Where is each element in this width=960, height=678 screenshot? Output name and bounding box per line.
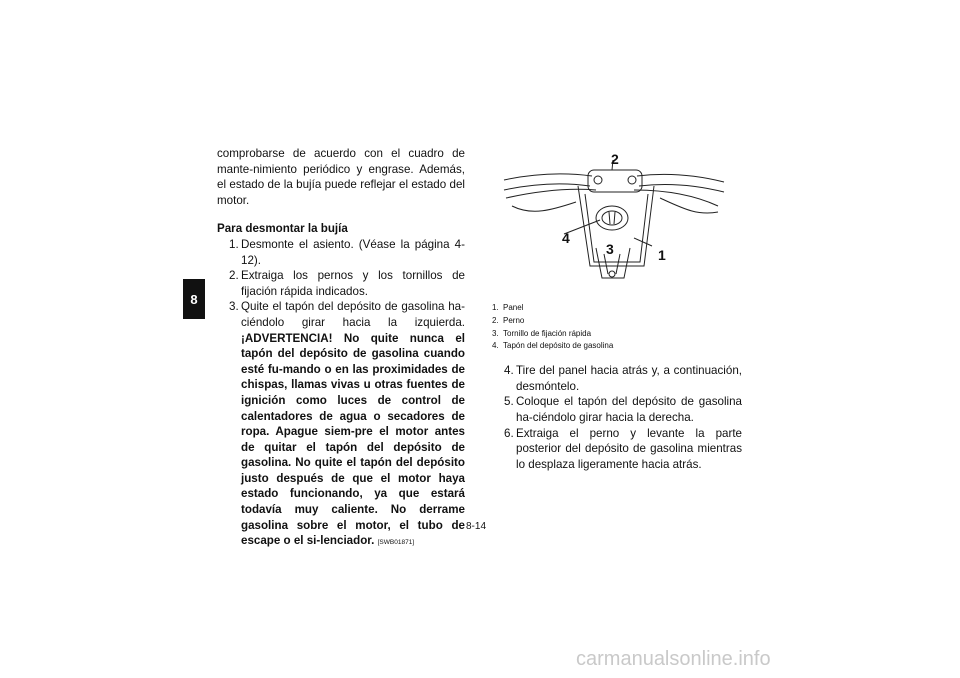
step-item (492, 426, 742, 473)
steps-list-left (217, 237, 465, 551)
step-text: Extraiga el perno y levante la parte posterior del depósito de gasolina mientras lo desplaza ligeramente hacia atrás. (516, 426, 742, 471)
step-item (492, 363, 742, 394)
legend-number: 2. (492, 315, 499, 325)
step-number: 6. (504, 426, 514, 440)
callout-3: 3 (606, 241, 614, 257)
legend-text: Perno (503, 315, 525, 325)
step-text: Desmonte el asiento. (Véase la página 4-12). (241, 237, 465, 267)
legend-item (492, 302, 742, 315)
step-text: Quite el tapón del depósito de gasolina ha-ciéndolo girar hacia la izquierda. (241, 300, 465, 329)
right-column (492, 146, 742, 472)
legend-item (492, 315, 742, 328)
legend-text: Tornillo de fijación rápida (503, 328, 592, 338)
fuel-tank-figure (492, 146, 742, 296)
legend-number: 1. (492, 303, 499, 312)
figure-legend (492, 302, 742, 353)
left-column (217, 146, 465, 551)
step-item (217, 237, 465, 268)
step-item (492, 394, 742, 425)
step-number: 4. (504, 364, 514, 378)
step-number: 2. (229, 269, 239, 283)
callout-1: 1 (658, 247, 666, 263)
step-text: Extraiga los pernos y los tornillos de fijación rápida indicados. (241, 269, 465, 298)
step-number: 1. (229, 237, 239, 251)
watermark: carmanualsonline.info (576, 648, 771, 670)
legend-number: 4. (492, 341, 499, 351)
callout-4: 4 (562, 230, 570, 246)
step-item (217, 299, 465, 551)
step-text: Tire del panel hacia atrás y, a continuación, desmóntelo. (516, 364, 742, 393)
warning-text: ¡ADVERTENCIA! No quite nunca el tapón del depósito de gasolina cuando esté fu-mando o en las proximidades de chispas, llamas vivas u otras fuentes de ignición como luces de control de calentadores de agua o secadores de ropa. Apague siem-pre el motor antes de quitar el tapón del depósito de gasolina. No quite el tapón del depósito justo después de que el motor haya estado funcionando, ya que estará todavía muy caliente. No derrame gasolina sobre el motor, el tubo de escape o el si-lenciador. (241, 331, 465, 548)
fuel-tank-illustration (492, 146, 742, 296)
legend-number: 3. (492, 328, 499, 338)
step-item (217, 268, 465, 299)
warning-code: [SWB01871] (377, 539, 415, 547)
step-number: 5. (504, 395, 514, 409)
legend-text: Panel (503, 303, 524, 312)
step-number: 3. (229, 300, 239, 314)
legend-text: Tapón del depósito de gasolina (503, 341, 614, 351)
section-title: Para desmontar la bujía (217, 222, 348, 236)
legend-item (492, 340, 742, 353)
callout-2: 2 (611, 151, 619, 167)
page-number: 8-14 (466, 521, 487, 532)
intro-paragraph: comprobarse de acuerdo con el cuadro de mante-nimiento periódico y engrase. Además, el estado de la bujía puede reflejar el estado del motor. (217, 147, 465, 207)
legend-item (492, 328, 742, 341)
steps-list-right (492, 363, 742, 472)
chapter-tab: 8 (183, 279, 205, 319)
step-text: Coloque el tapón del depósito de gasolina ha-ciéndolo girar hacia la derecha. (516, 395, 742, 424)
